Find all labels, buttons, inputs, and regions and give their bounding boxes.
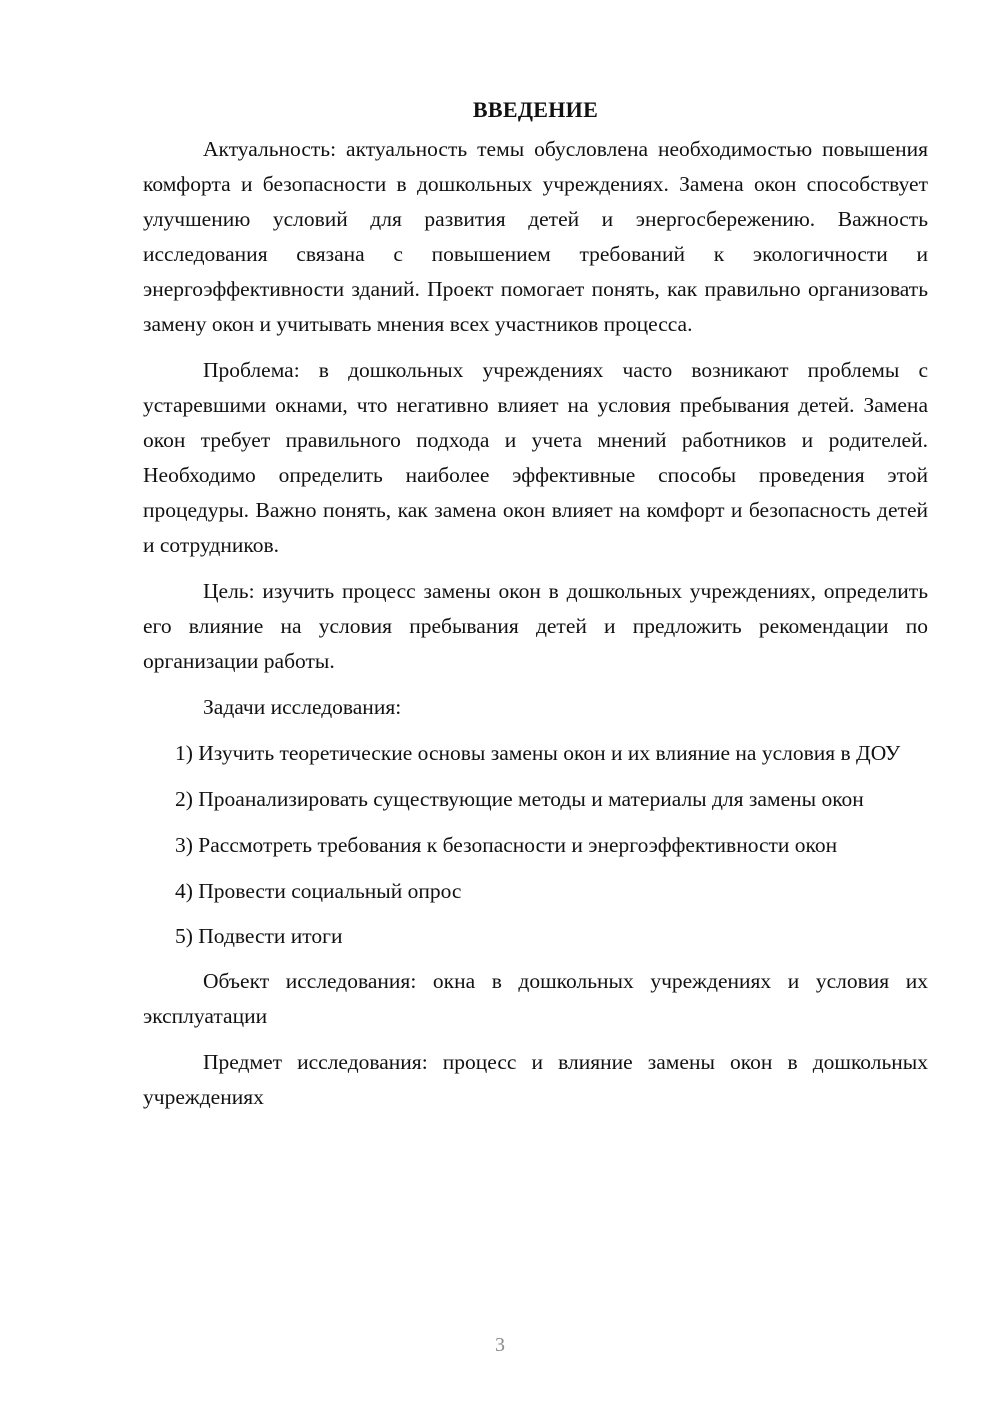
problem-paragraph: Проблема: в дошкольных учреждениях часто возникают проблемы с устаревшими окнами, что негативно влияет на условия пребывания детей. Замена окон требует правильного подхода и учета мнений работников и родителей. Необходимо определить наиболее эффективные способы проведения этой процедуры. Важно понять, как замена окон влияет на комфорт и безопасность детей и сотрудников.	[143, 358, 928, 557]
task-item-3: 3) Рассмотреть требования к безопасности и энергоэффективности окон	[175, 833, 838, 857]
task-item-2: 2) Проанализировать существующие методы и материалы для замены окон	[175, 787, 864, 811]
page-title: ВВЕДЕНИЕ	[472, 97, 599, 122]
tasks-title: Задачи исследования:	[203, 695, 402, 719]
document-page	[143, 92, 928, 1126]
relevance-paragraph: Актуальность: актуальность темы обусловлена необходимостью повышения комфорта и безопасности в дошкольных учреждениях. Замена окон способствует улучшению условий для развития детей и энергосбережению. Важность исследования связана с повышением требований к экологичности и энергоэффективности зданий. Проект помогает понять, как правильно организовать замену окон и учитывать мнения всех участников процесса.	[143, 137, 928, 336]
goal-paragraph: Цель: изучить процесс замены окон в дошкольных учреждениях, определить его влияние на условия пребывания детей и предложить рекомендации по организации работы.	[143, 579, 928, 673]
task-item-1: 1) Изучить теоретические основы замены окон и их влияние на условия в ДОУ	[175, 741, 901, 765]
object-paragraph: Объект исследования: окна в дошкольных учреждениях и условия их эксплуатации	[143, 969, 928, 1028]
task-item-4: 4) Провести социальный опрос	[175, 879, 462, 903]
page-number: 3	[495, 1334, 505, 1356]
subject-paragraph: Предмет исследования: процесс и влияние замены окон в дошкольных учреждениях	[143, 1050, 928, 1109]
task-item-5: 5) Подвести итоги	[175, 924, 343, 948]
